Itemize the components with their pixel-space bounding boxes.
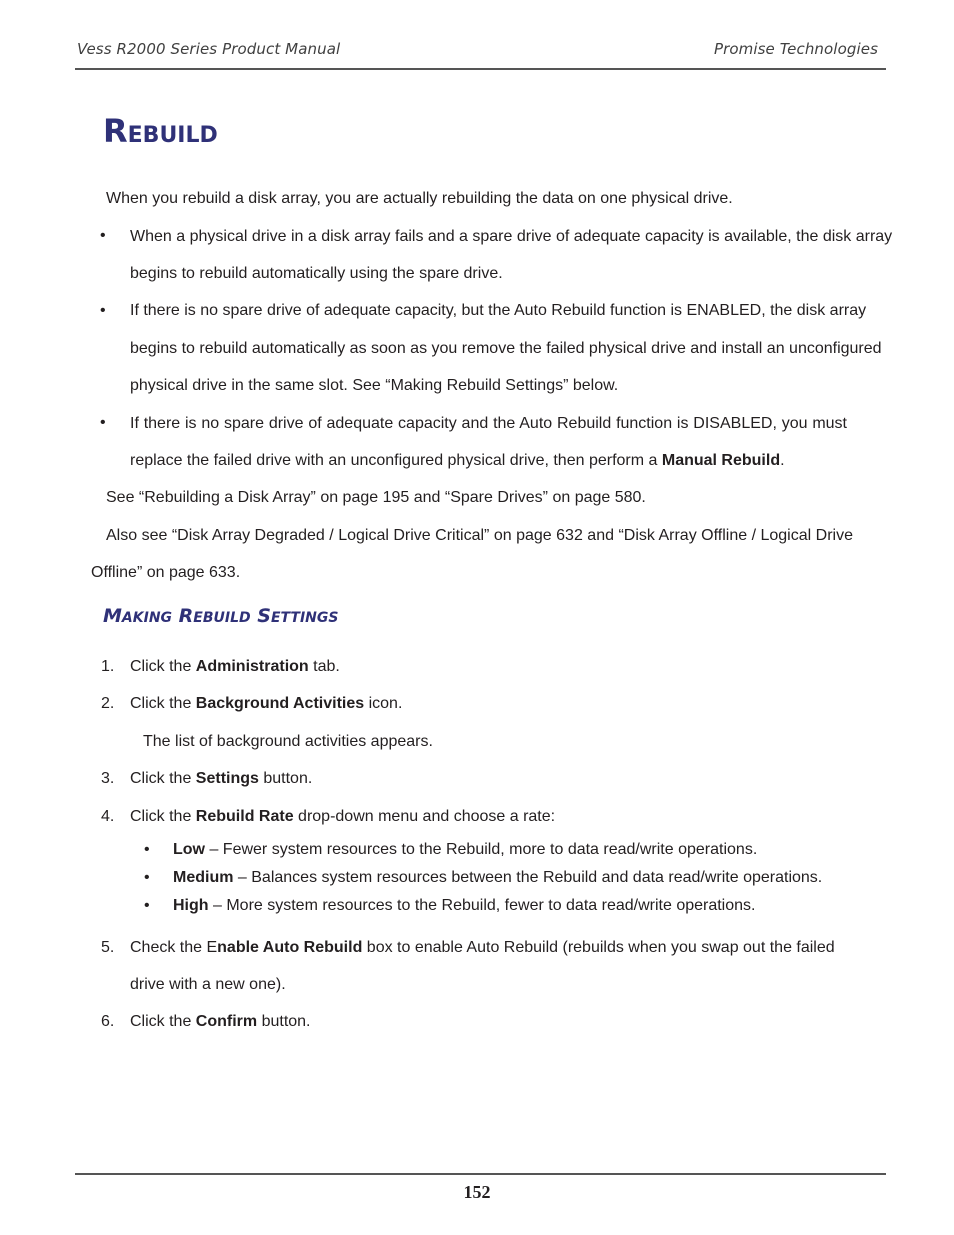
step-5-line-2: drive with a new one). <box>130 976 286 993</box>
rate-low: Low – Fewer system resources to the Rebuild, more to data read/write operations. <box>173 841 758 858</box>
rate-bullet-marker: • <box>144 897 150 914</box>
bullet-2-line-1: If there is no spare drive of adequate capacity, but the Auto Rebuild function is ENABLED, the disk array <box>130 302 867 319</box>
rate-high: High – More system resources to the Rebuild, fewer to data read/write operations. <box>173 897 756 914</box>
header-company: Promise Technologies <box>713 40 878 58</box>
page-number: 152 <box>463 1182 491 1202</box>
step-2-text: Click the Background Activities icon. <box>130 695 403 712</box>
see-paragraph: See “Rebuilding a Disk Array” on page 195 and “Spare Drives” on page 580. <box>106 489 646 506</box>
header-manual-title: Vess R2000 Series Product Manual <box>77 40 341 58</box>
step-3-text: Click the Settings button. <box>130 770 313 787</box>
bullet-marker: • <box>100 302 106 319</box>
also-see-line-2: Offline” on page 633. <box>91 564 241 581</box>
header-divider <box>75 68 886 70</box>
step-2-note: The list of background activities appears. <box>143 733 433 750</box>
rate-bullet-marker: • <box>144 841 150 858</box>
step-5-text: Check the Enable Auto Rebuild box to enable Auto Rebuild (rebuilds when you swap out the failed <box>130 939 835 956</box>
intro-paragraph: When you rebuild a disk array, you are actually rebuilding the data on one physical drive. <box>106 190 733 207</box>
bullet-1-line-1: When a physical drive in a disk array fails and a spare drive of adequate capacity is available, the disk array <box>130 228 893 245</box>
step-number: 2. <box>101 695 115 712</box>
rate-medium: Medium – Balances system resources between the Rebuild and data read/write operations. <box>173 869 823 886</box>
step-number: 4. <box>101 808 115 825</box>
manual-rebuild-term: Manual Rebuild <box>661 452 781 469</box>
bullet-3-line-2: replace the failed drive with an unconfigured physical drive, then perform a Manual Rebuild. <box>130 452 785 469</box>
footer-divider <box>75 1173 886 1175</box>
section-heading: MAKING REBUILD SETTINGS <box>103 605 339 627</box>
also-see-line-1: Also see “Disk Array Degraded / Logical Drive Critical” on page 632 and “Disk Array Offline / Logical Drive <box>106 527 853 544</box>
rate-bullet-marker: • <box>144 869 150 886</box>
step-6-text: Click the Confirm button. <box>130 1013 311 1030</box>
bullet-2-line-3: physical drive in the same slot. See “Making Rebuild Settings” below. <box>130 377 619 394</box>
step-number: 6. <box>101 1013 115 1030</box>
bullet-3-line-1: If there is no spare drive of adequate capacity and the Auto Rebuild function is DISABLED, you must <box>130 415 847 432</box>
step-4-text: Click the Rebuild Rate drop-down menu and choose a rate: <box>130 808 556 825</box>
page-title: REBUILD <box>103 112 218 150</box>
bullet-marker: • <box>100 227 106 244</box>
bullet-1-line-2: begins to rebuild automatically using the spare drive. <box>130 265 503 282</box>
step-number: 3. <box>101 770 115 787</box>
step-number: 1. <box>101 658 115 675</box>
step-number: 5. <box>101 939 115 956</box>
bullet-2-line-2: begins to rebuild automatically as soon as you remove the failed physical drive and install an unconfigured <box>130 340 882 357</box>
step-1-text: Click the Administration tab. <box>130 658 340 675</box>
bullet-marker: • <box>100 414 106 431</box>
